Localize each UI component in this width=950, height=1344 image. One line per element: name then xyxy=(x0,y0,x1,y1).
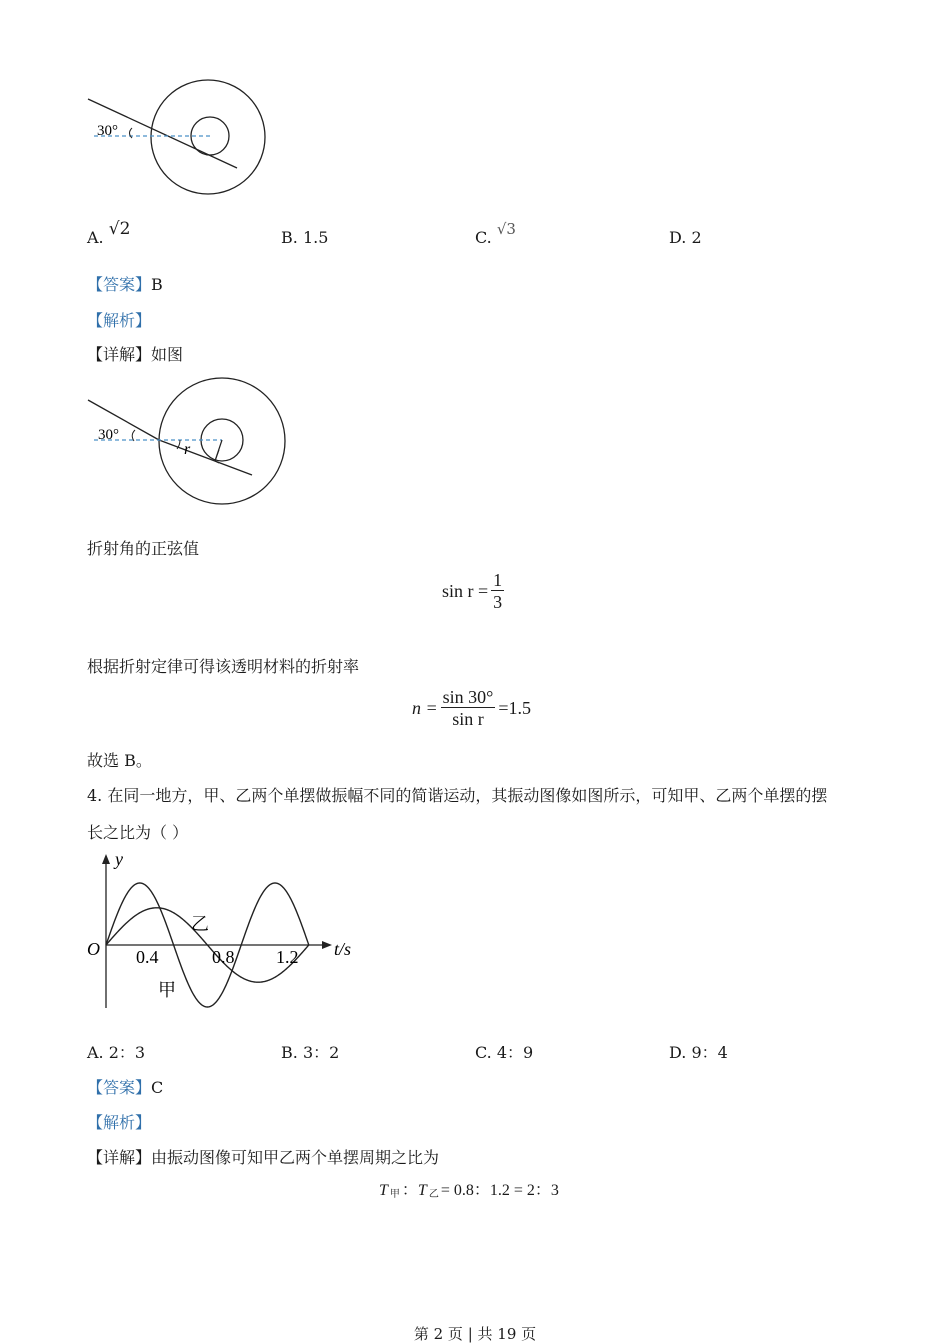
x-tick-label: 0.8 xyxy=(212,947,235,967)
y-axis-label: y xyxy=(115,849,123,869)
q3-option-d[interactable]: D. 2 xyxy=(669,228,702,247)
series-label-yi: 乙 xyxy=(191,914,209,934)
option-c-value: √3 xyxy=(496,220,516,238)
x-axis-label xyxy=(334,939,351,959)
y-axis-arrow xyxy=(102,854,110,864)
oscillation-chart xyxy=(84,848,364,1013)
q3-answer: 【答案】B xyxy=(87,275,163,294)
q3-step1: 折射角的正弦值 xyxy=(87,539,200,558)
x-axis-arrow xyxy=(322,941,332,949)
q3-detail: 【详解】如图 xyxy=(87,345,184,364)
x-axis-label-text: t/s xyxy=(334,939,352,959)
q3-option-a[interactable]: A. √2 xyxy=(87,219,131,247)
formula-refractive-index: n = $\frac{\sin 30^\circ}{\text{sin r}}$ =1.5 xyxy=(412,687,532,729)
figure-ring-1 xyxy=(80,70,280,205)
q4-stem-line1: 4. 在同一地方，甲、乙两个单摆做振幅不同的简谐运动，其振动图像如图所示，可知甲、乙两个单摆的摆 xyxy=(87,786,828,805)
angle-label: 30° xyxy=(98,427,119,443)
q4-option-d[interactable]: D. 9：4 xyxy=(669,1043,728,1062)
q4-detail: 【详解】由振动图像可知甲乙两个单摆周期之比为 xyxy=(87,1148,440,1167)
refracted-ray xyxy=(159,440,252,475)
q3-analysis-tag: 【解析】 xyxy=(87,311,152,330)
x-tick-label: 0.4 xyxy=(136,947,159,967)
q3-conclusion: 故选 B。 xyxy=(87,751,152,770)
option-a-value: √2 xyxy=(108,219,131,239)
q3-option-b[interactable]: B. 1.5 xyxy=(281,228,329,247)
q4-option-c[interactable]: C. 4：9 xyxy=(475,1043,534,1062)
q4-option-a[interactable]: A. 2：3 xyxy=(87,1043,146,1062)
figure-ring-2 xyxy=(80,372,295,512)
q3-option-c[interactable]: C. √3 xyxy=(475,220,516,247)
x-tick-label: 1.2 xyxy=(276,947,299,967)
q4-analysis-tag: 【解析】 xyxy=(87,1113,152,1132)
q4-stem-line2: 长之比为（ ） xyxy=(87,823,189,842)
q4-option-b[interactable]: B. 3：2 xyxy=(281,1043,340,1062)
outer-circle xyxy=(151,80,265,194)
series-label-jia: 甲 xyxy=(158,980,176,1000)
r-angle-label: r xyxy=(184,441,191,458)
angle-label: 30° xyxy=(97,123,118,139)
formula-period-ratio: T $_甲$ ：T $_乙$ = 0.8：1.2 = 2：3 xyxy=(379,1182,559,1200)
q3-step2: 根据折射定律可得该透明材料的折射率 xyxy=(87,657,360,676)
origin-label: O xyxy=(87,939,100,959)
q4-answer: 【答案】C xyxy=(87,1078,164,1097)
angle-arc xyxy=(132,430,135,441)
page-footer: 第 2 页 | 共 19 页 xyxy=(413,1325,537,1343)
formula-sin-r: sin r = $\frac{1}{3}$ xyxy=(442,570,503,612)
